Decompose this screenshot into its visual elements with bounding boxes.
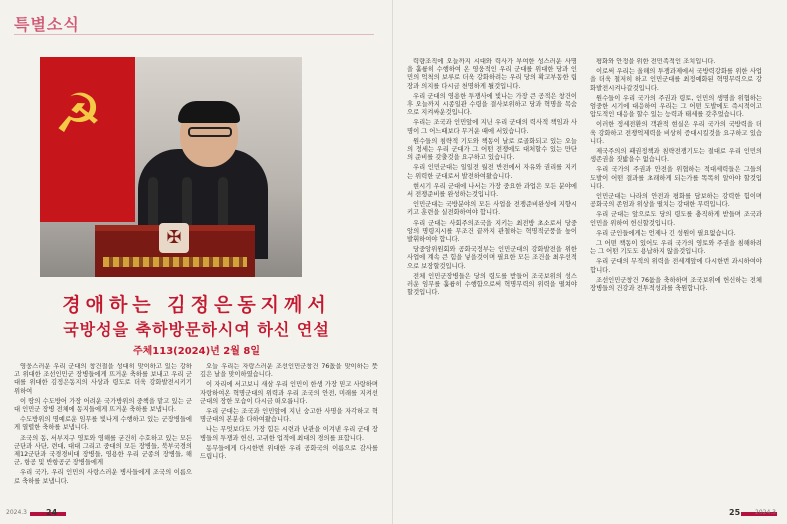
article-subtitle: 국방성을 축하방문하시여 하신 연설	[63, 320, 330, 339]
left-page	[0, 0, 393, 524]
paragraph: 인민군대는 나라의 안전과 평화를 담보하는 강력한 힘이며 공화국의 존엄과 위상을 떨치는 강대한 무력입니다.	[590, 193, 762, 209]
hammer-sickle-icon: ☭	[54, 82, 103, 145]
issue-date: 2024.3	[6, 509, 27, 516]
leader-speech-photo	[40, 57, 302, 277]
paragraph: 우리 군대는 조국과 인민앞에 지닌 숭고한 사명을 자각하고 혁명군대의 본분을 다하여왔습니다.	[200, 408, 378, 424]
paragraph: 우리는 조국과 인민앞에 지닌 우리 군대의 력사적 책임과 사명이 그 어느때보다 무거운 때에 서있습니다.	[407, 119, 577, 135]
speaker-hair	[178, 101, 240, 123]
paragraph: 우리 인민군대는 일일전 월전 반전에서 자유와 권리를 지키는 위력한 군대로서 발전하여왔습니다.	[407, 164, 577, 180]
paragraph: 현시기 우리 군대에 나서는 가장 중요한 과업은 모든 분야에서 전쟁준비를 완성하는것입니다.	[407, 182, 577, 199]
paragraph: 우리 군대는 사회주의조국을 지키는 최전방 초소로서 당중앙의 명령지시를 무조건 끝까지 관철하는 혁명적군풍을 높이 발휘하여야 합니다.	[407, 219, 577, 244]
paragraph: 오늘 우리는 자랑스러운 조선인민군창건 76돐을 맞이하는 뜻깊은 날을 맞이하였습니다.	[200, 363, 378, 379]
podium	[95, 225, 255, 277]
paragraph: 력량조직에 오늘까지 시대와 력사가 부여한 성스러운 사명을 훌륭히 수행하여 온 영웅적인 우리 군대를 위대한 당과 인민의 억척의 보루로 더욱 강화하려는 우리 당의 확고부동한 립장과 의지를 다시금 천명하게 될것입니다.	[407, 58, 577, 90]
page-number: 25	[729, 508, 741, 517]
issue-date: 2024.3	[755, 509, 776, 516]
party-flag	[40, 57, 135, 222]
paragraph: 우리 군대의 무적의 위력을 전세계앞에 다시한번 과시하여야 합니다.	[590, 258, 762, 274]
paragraph: 우리 군대의 영용한 투쟁사에 빛나는 가장 큰 공적은 창건이후 오늘까지 시종일관 수령을 결사보위하고 당과 혁명을 목숨으로 지켜싸운것입니다.	[407, 92, 577, 117]
paragraph: 우리 국가의 주권과 안전을 위협하는 적대세력들은 그들의 도발이 어떤 결과를 초래하게 되는가를 똑똑히 알아야 할것입니다.	[590, 166, 762, 190]
paragraph: 조선인민군창건 76돐을 축하하며 조국보위에 헌신하는 전체 장병들의 건강과 전투적성과를 축원합니다.	[590, 276, 762, 293]
paragraph: 수도방위의 명예로운 임무를 빛나게 수행하고 있는 군장병들에게 열렬한 축하를 보냅니다.	[14, 416, 192, 432]
paragraph: 우리 국가, 우리 인민의 사랑스러운 병사들에게 조국의 이름으로 축하를 보냅니다.	[14, 469, 192, 485]
paragraph: 영웅스러운 우리 군대의 창건절을 성대히 맞이하고 있는 강하고 위대한 조선인민군 장병들에게 뜨거운 축하를 보내고 우리 군대를 위대한 김정은동지의 사상과 령도로 더욱 강화발전시키기 위하여	[14, 363, 192, 395]
article-title: 경애하는 김정은동지께서	[62, 294, 331, 316]
section-tag: 특별소식	[14, 15, 80, 34]
paragraph: 동무들에게 다시한번 위대한 우리 공화국의 이름으로 감사를 드립니다.	[200, 444, 378, 461]
body-column-4	[590, 58, 762, 506]
page-footer-right	[393, 508, 776, 520]
paragraph: 당중앙위원회와 공화국정부는 인민군대의 강화발전을 위한 사업에 계속 큰 힘을 넣을것이며 필요한 모든 조건을 최우선적으로 보장할것입니다.	[407, 246, 577, 270]
paragraph: 원수들이 우리 국가의 주권과 령토, 인민의 생명을 위협하는 엄중한 시기에 대응하여 우리는 그 어떤 도발에도 즉시적이고 압도적인 대응을 할수 있는 능력과 태세를 갖추었습니다.	[590, 94, 762, 119]
paragraph: 우리 군인들에게는 언제나 긴 성원이 필요없습니다.	[596, 229, 736, 237]
paragraph: 인민군대는 국방분야의 모든 사업을 전쟁준비완성에 지향시키고 훈련을 실전화하여야 합니다.	[407, 201, 577, 217]
podium-ornament	[103, 257, 247, 267]
body-column-3	[407, 58, 577, 506]
paragraph: 이로써 우리는 올해의 투쟁과제에서 국방력강화를 위한 사업을 더욱 철저히 하고 인민군대를 최정예화된 혁명무력으로 강화발전시켜나갈것입니다.	[590, 68, 762, 92]
right-page	[393, 0, 787, 524]
emblem-icon: ✠	[159, 223, 189, 253]
paragraph: 이러한 정세전환의 객관적 현실은 우리 국가의 국방력을 더욱 강화하고 전쟁억제력을 비상히 증대시킬것을 요구하고 있습니다.	[590, 121, 762, 145]
paragraph: 조국의 동, 서부지구 영토와 영해를 굳건히 수호하고 있는 모든 군단과 사단, 련대, 대대 그리고 중대의 모든 장병들, 북부국경의 제12군단과 국경경비대 장병들, 영용한 우리 군종의 장병들, 해군, 항공 및 반항공군 장병들에게	[14, 434, 192, 467]
paragraph: 나는 무엇보다도 가장 힘든 시련과 난관을 이겨낸 우리 군대 장병들의 투쟁과 헌신, 고귀한 업적에 최대의 경의를 표합니다.	[200, 426, 378, 442]
speaker-glasses	[188, 127, 232, 137]
body-column-2	[200, 363, 378, 503]
body-column-1	[14, 363, 192, 503]
page-footer-left	[6, 508, 386, 520]
paragraph: 원수들의 침략적 기도와 책동이 날로 로골화되고 있는 오늘의 정세는 우리 군대가 그 어떤 전쟁에도 대처할수 있는 만단의 준비를 갖출것을 요구하고 있습니다.	[407, 137, 577, 162]
section-divider	[14, 34, 374, 35]
article-date: 주체113(2024)년 2월 8일	[132, 346, 261, 357]
page-number: 24	[46, 508, 58, 517]
paragraph: 전체 인민군장병들은 당의 령도를 받들어 조국보위의 성스러운 임무를 훌륭히 수행함으로써 혁명무력의 위력을 떨쳐야 할것입니다.	[407, 272, 577, 297]
paragraph: 이 자리에 서고보니 새삼 우리 인민이 한생 가장 믿고 사랑하며 자랑하여온 혁명군대의 위력과 우리 조국의 안전, 미래를 지켜선 군대의 장한 모습이 다시금 떠오릅니다.	[200, 381, 378, 405]
paragraph: 그 어떤 책동이 있어도 우리 국가의 영토와 주권을 침해하려는 그 어떤 기도도 용납하지 않을것입니다.	[590, 240, 762, 256]
paragraph: 평화와 안정을 위한 전민족적인 조치입니다.	[596, 58, 716, 65]
paragraph: 우리 군대는 앞으로도 당의 령도를 충직하게 받들며 조국과 인민을 위하여 헌신할것입니다.	[590, 211, 762, 227]
paragraph: 제국주의의 패권정책과 침략전쟁기도는 절대로 우리 인민의 생존권을 짓밟을수 없습니다.	[590, 148, 762, 164]
paragraph: 이 땅의 수도방어 가장 어려운 국가방위의 중책을 맡고 있는 군대 인민군 장병 전체에 동지들에게 뜨거운 축하를 보냅니다.	[14, 397, 192, 414]
